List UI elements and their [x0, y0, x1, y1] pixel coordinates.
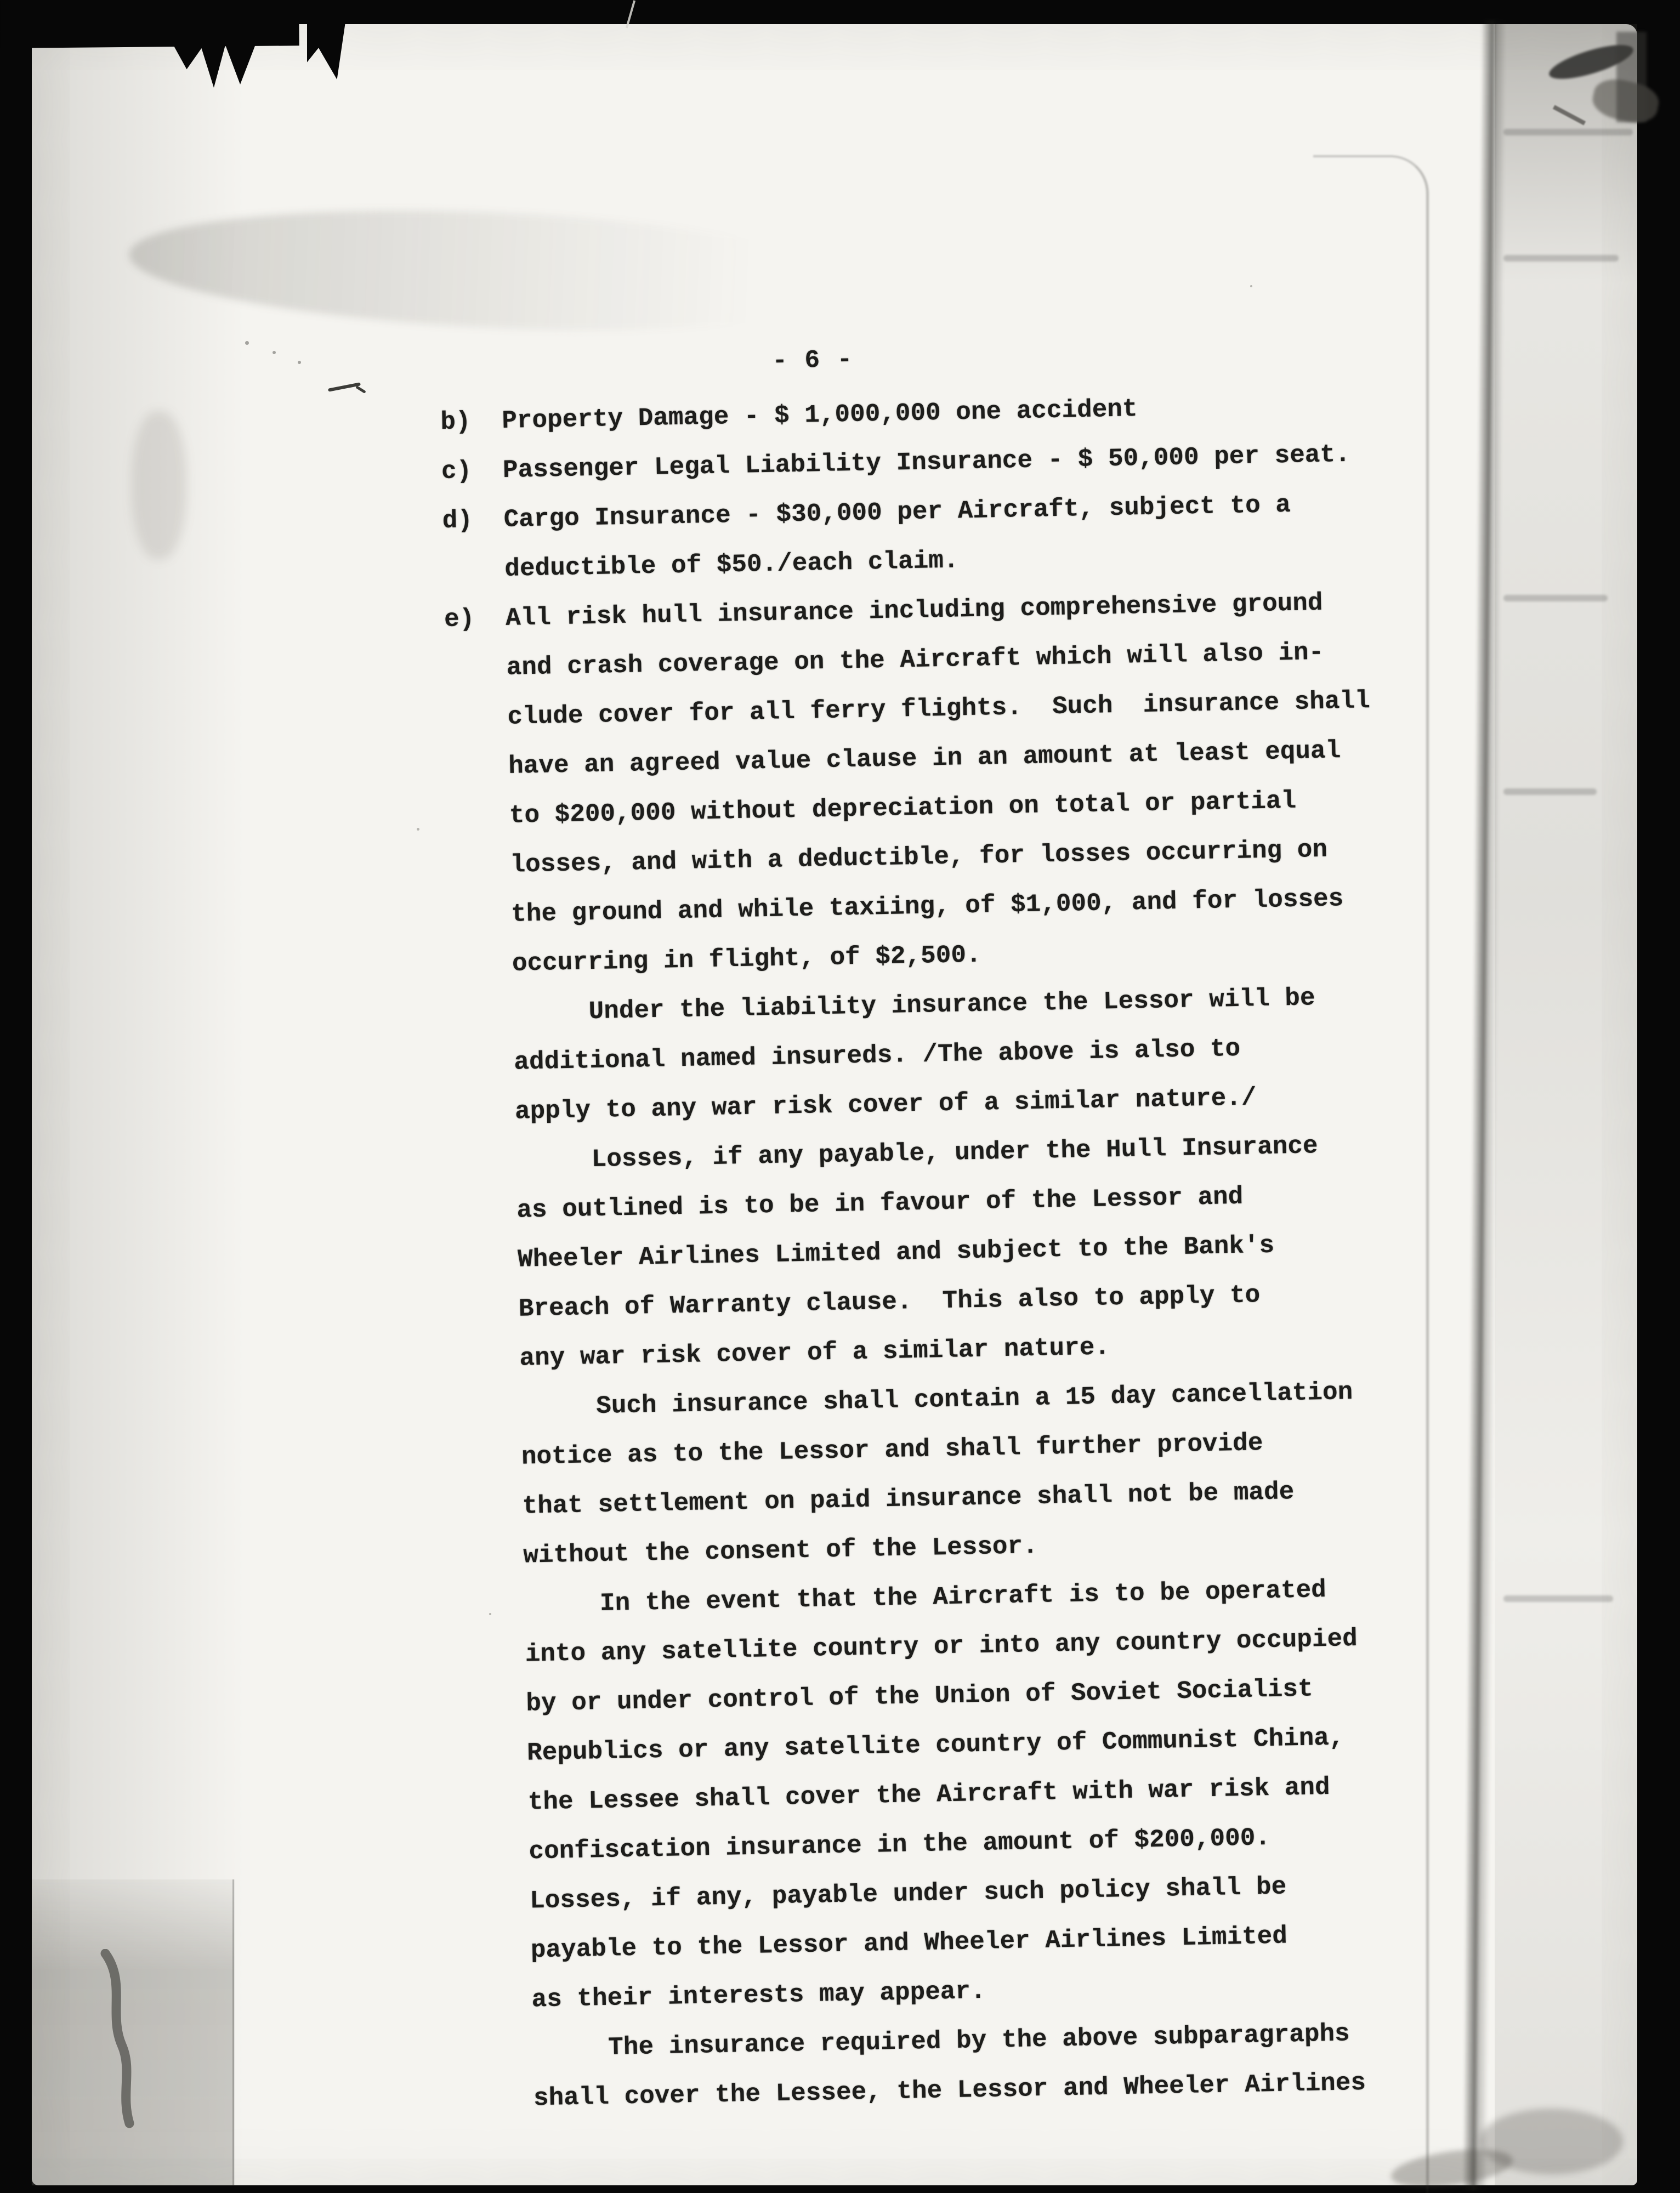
text-line: payable to the Lessor and Wheeler Airlines Limited [530, 1922, 1288, 1965]
text-line: Losses, if any, payable under such policy shall be [529, 1872, 1287, 1916]
paragraph-1 [513, 970, 1491, 1137]
text-line: Such insurance shall contain a 15 day cancellation [595, 1378, 1353, 1421]
text-line: Passenger Legal Liability Insurance - $ 50,000 per seat. [502, 440, 1351, 485]
text-line: to $200,000 without depreciation on total or partial [509, 786, 1297, 830]
item-label: d) [442, 506, 473, 536]
text-line: as their interests may appear. [531, 1976, 986, 2014]
text-line: Wheeler Airlines Limited and subject to the Bank's [517, 1231, 1275, 1274]
text-line: additional named insureds. /The above is also to [513, 1034, 1241, 1077]
text-line: as outlined is to be in favour of the Lessor and [516, 1182, 1244, 1225]
text-line: and crash coverage on the Aircraft which will also in- [506, 638, 1324, 682]
text-line: notice as to the Lessor and shall further provide [521, 1429, 1263, 1472]
text-line: confiscation insurance in the amount of $200,000. [529, 1823, 1271, 1866]
text-line: In the event that the Aircraft is to be operated [599, 1576, 1327, 1618]
text-line: the ground and while taxiing, of $1,000, and for losses [510, 884, 1344, 929]
text-block [440, 378, 1509, 2123]
paragraph-2 [515, 1118, 1496, 1383]
text-line: that settlement on paid insurance shall not be made [522, 1478, 1295, 1521]
paragraph-3 [520, 1365, 1499, 1580]
text-line: deductible of $50./each claim. [504, 546, 959, 583]
list-item-e [444, 575, 1488, 988]
text-line: the Lessee shall cover the Aircraft with war risk and [527, 1772, 1331, 1817]
text-line: without the consent of the Lessor. [523, 1531, 1038, 1570]
text-line: any war risk cover of a similar nature. [519, 1333, 1110, 1373]
text-line: apply to any war risk cover of a similar nature./ [514, 1083, 1257, 1126]
item-label: c) [441, 457, 472, 486]
item-label: b) [440, 407, 472, 437]
text-line: occurring in flight, of $2,500. [512, 940, 982, 978]
text-line: Cargo Insurance - $30,000 per Aircraft, subject to a [503, 490, 1291, 534]
text-line: Republics or any satellite country of Communist China, [526, 1723, 1345, 1768]
item-label: e) [444, 605, 475, 634]
paragraph-5 [532, 2006, 1509, 2123]
text-line: Under the liability insurance the Lessor will be [588, 984, 1315, 1026]
text-line: losses, and with a deductible, for losses occurring on [510, 835, 1328, 879]
page-number: - 6 - [771, 345, 854, 376]
text-line: clude cover for all ferry flights. Such insurance shall [507, 686, 1371, 731]
text-line: Breach of Warranty clause. This also to apply to [518, 1281, 1261, 1323]
text-line: Property Damage - $ 1,000,000 one accident [501, 395, 1138, 435]
text-line: by or under control of the Union of Soviet Socialist [525, 1674, 1314, 1718]
text-line: The insurance required by the above subparagraphs [608, 2019, 1350, 2062]
text-line: Losses, if any payable, under the Hull Insurance [591, 1132, 1319, 1174]
text-line: into any satellite country or into any country occupied [525, 1624, 1358, 1669]
text-line: have an agreed value clause in an amount at least equal [508, 736, 1341, 781]
list-item-d [442, 476, 1481, 594]
text-line: shall cover the Lessee, the Lessor and Wheeler Airlines [533, 2068, 1366, 2113]
paragraph-4 [524, 1562, 1508, 2024]
text-line: All risk hull insurance including comprehensive ground [505, 588, 1324, 633]
